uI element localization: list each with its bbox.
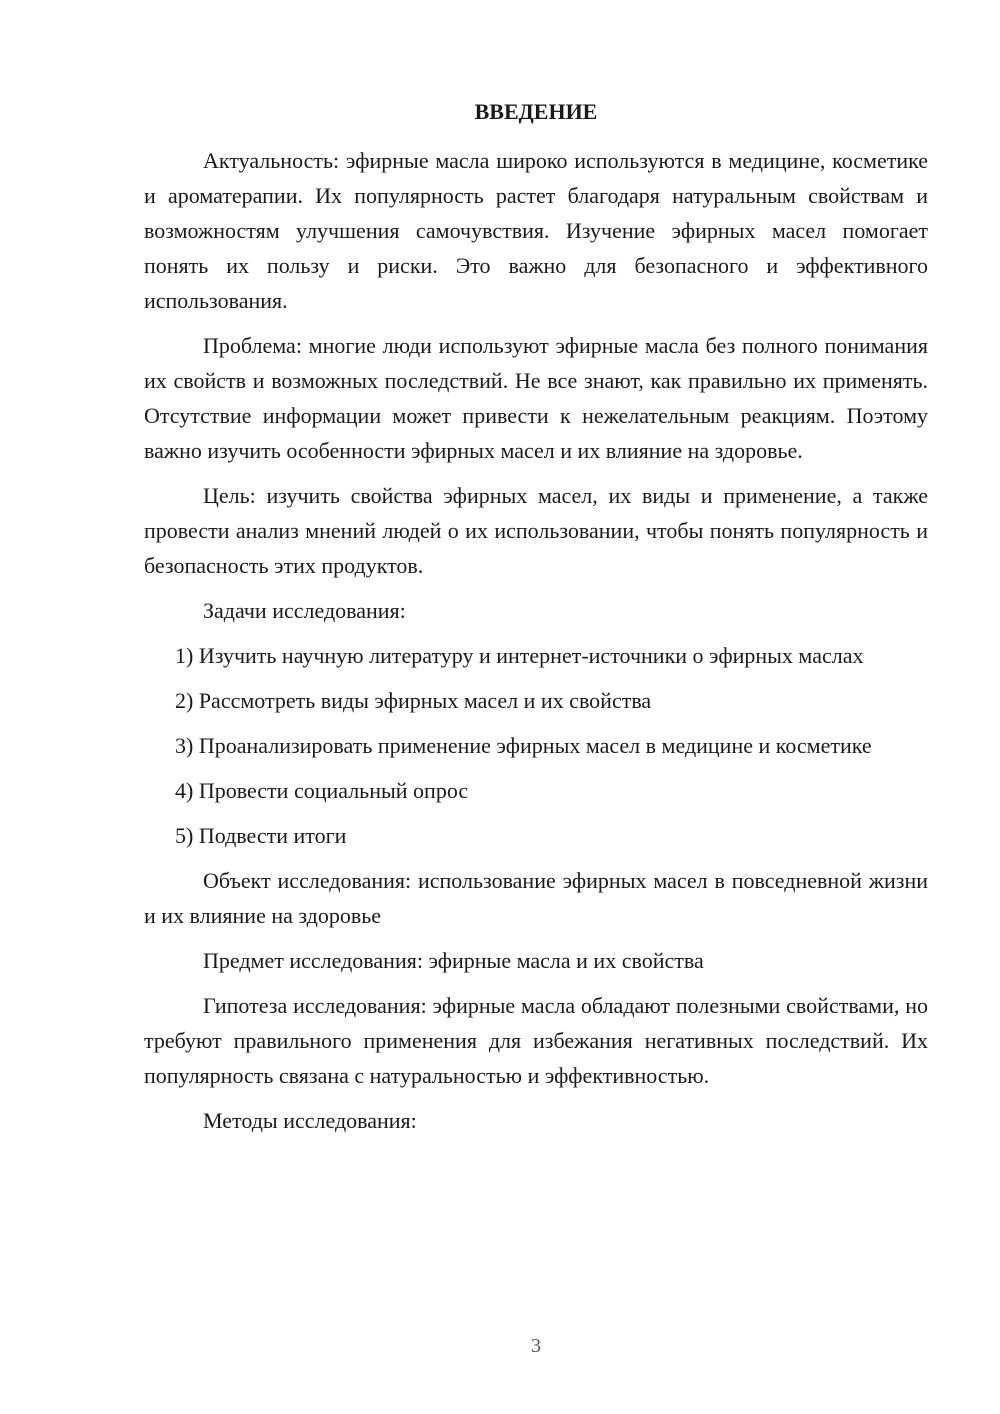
page-number: 3 (531, 1335, 541, 1357)
task-item-4: 4) Провести социальный опрос (175, 778, 469, 803)
task-item-1: 1) Изучить научную литературу и интернет-источники о эфирных маслах (175, 643, 864, 668)
paragraph-methods: Методы исследования: (203, 1108, 417, 1133)
paragraph-relevance: Актуальность: эфирные масла широко используются в медицине, косметике и ароматерапии. Их популярность растет благодаря натуральным свойствам и возможностям улучшения самочувствия. Изучение эфирных масел помогает понять их пользу и риски. Это важно для безопасного и эффективного использования. (144, 148, 928, 313)
paragraph-problem: Проблема: многие люди используют эфирные масла без полного понимания их свойств и возможных последствий. Не все знают, как правильно их применять. Отсутствие информации может привести к нежелательным реакциям. Поэтому важно изучить особенности эфирных масел и их влияние на здоровье. (144, 333, 928, 463)
task-item-3: 3) Проанализировать применение эфирных масел в медицине и косметике (175, 733, 872, 758)
paragraph-tasks-heading: Задачи исследования: (203, 598, 406, 623)
task-item-5: 5) Подвести итоги (175, 823, 347, 848)
task-item-2: 2) Рассмотреть виды эфирных масел и их свойства (175, 688, 652, 713)
paragraph-goal: Цель: изучить свойства эфирных масел, их виды и применение, а также провести анализ мнений людей о их использовании, чтобы понять популярность и безопасность этих продуктов. (144, 483, 928, 578)
paragraph-object: Объект исследования: использование эфирных масел в повседневной жизни и их влияние на здоровье (144, 868, 928, 928)
body-text (144, 143, 928, 1148)
paragraph-subject: Предмет исследования: эфирные масла и их свойства (203, 948, 704, 973)
paragraph-hypothesis: Гипотеза исследования: эфирные масла обладают полезными свойствами, но требуют правильного применения для избежания негативных последствий. Их популярность связана с натуральностью и эффективностью. (144, 993, 928, 1088)
section-title: ВВЕДЕНИЕ (474, 99, 598, 124)
